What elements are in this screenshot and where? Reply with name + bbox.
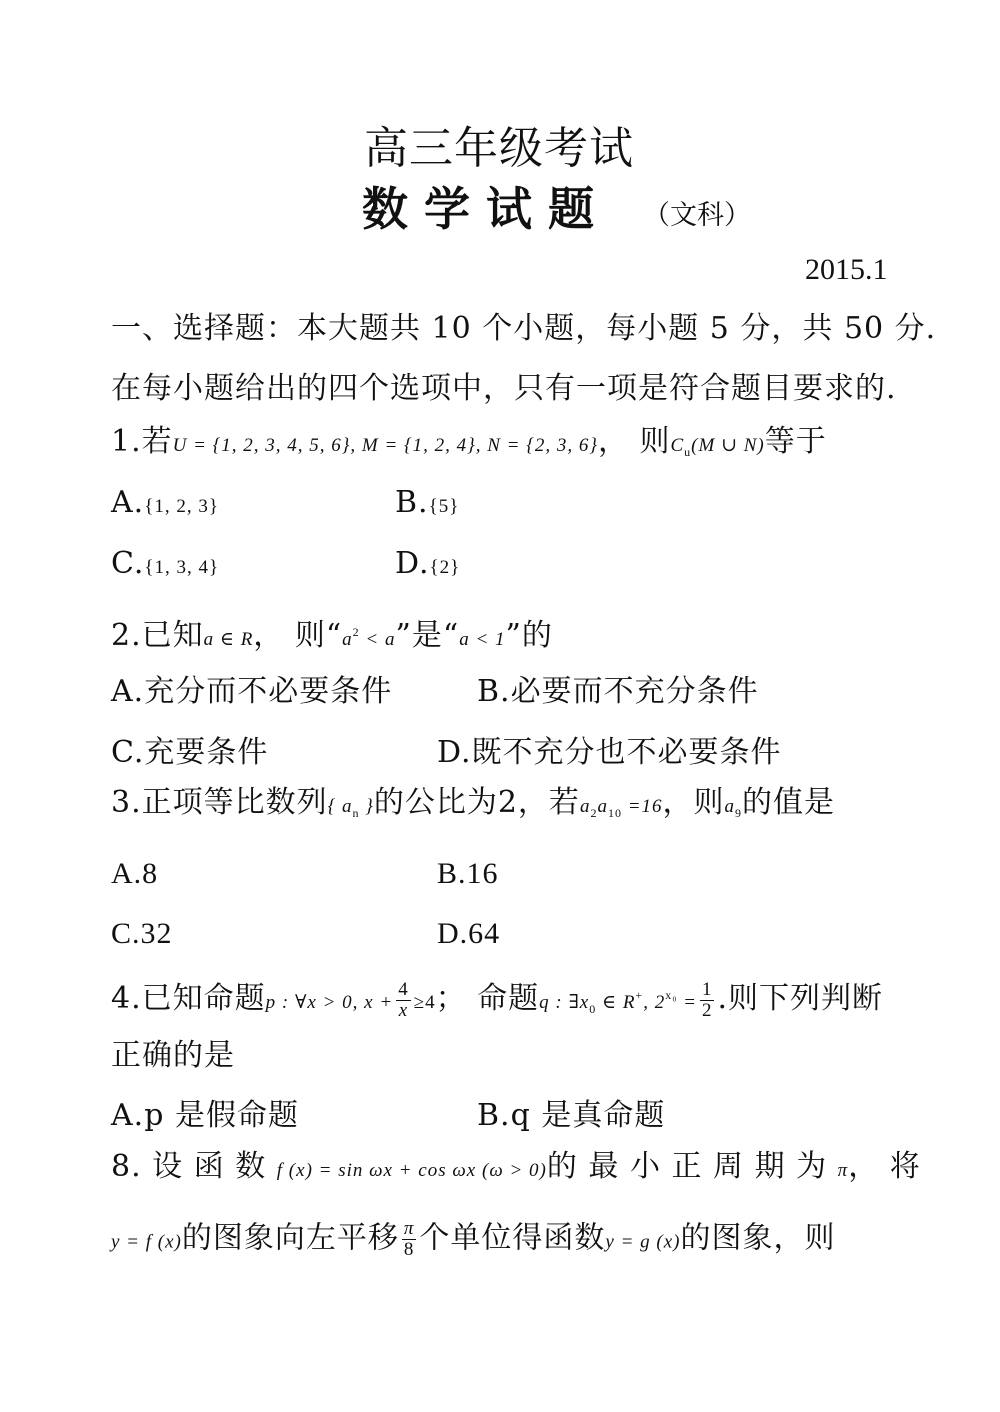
q4-line2: 正确的是	[111, 1038, 235, 1073]
question-8: 8. 设 函 数 f (x) = sin ωx + cos ωx (ω > 0)的 最 小 正 周 期 为 π， 将	[111, 1149, 921, 1184]
q2-option-b[interactable]: B.必要而不充分条件	[477, 674, 759, 709]
exam-title: 数 学 试 题	[362, 182, 595, 236]
q1-union: (M ∪ N)	[691, 435, 765, 456]
q1-suffix: 等于	[764, 424, 827, 459]
q3-option-c[interactable]: C.32	[111, 917, 173, 950]
q1-set-n: , N = {2, 3, 6}	[475, 435, 598, 456]
q1-set-m: , M = {1, 2, 4}	[350, 435, 476, 456]
q1-option-a[interactable]: A.{1, 2, 3}	[111, 485, 219, 520]
q3-option-d[interactable]: D.64	[437, 917, 501, 950]
q8-fraction-pi-over-8: $\frac{\pi}{8}$	[403, 1218, 415, 1260]
q2-option-c[interactable]: C.充要条件	[111, 735, 269, 770]
question-8-line2: y = f (x)的图象向左平移 $\frac{\pi}{8}$ 个单位得函数y = g (x)的图象，则	[111, 1218, 836, 1260]
question-1	[111, 423, 827, 471]
q3-option-b[interactable]: B.16	[437, 857, 499, 890]
q4-option-a[interactable]: A.p 是假命题	[111, 1098, 299, 1133]
q4-fraction-4-over-x: $\frac{4}{x}$	[398, 978, 409, 1021]
q2-option-a[interactable]: A.充分而不必要条件	[111, 674, 393, 709]
exam-subject: （文科）	[643, 200, 751, 231]
q1-complement: $C_u$	[670, 435, 692, 459]
q3-option-a[interactable]: A.8	[111, 857, 159, 890]
q1-option-b[interactable]: B.{5}	[395, 485, 460, 520]
question-2: 2.已知a ∈ R， 则“$a^2 < a$”是“a < 1”的	[111, 618, 553, 653]
q1-mid: ， 则	[597, 424, 671, 459]
section-instructions-line2: 在每小题给出的四个选项中，只有一项是符合题目要求的.	[111, 371, 897, 406]
q1-option-c[interactable]: C.{1, 3, 4}	[111, 546, 220, 581]
q1-set-u: U = {1, 2, 3, 4, 5, 6}	[172, 435, 351, 456]
exam-date: 2015.1	[805, 253, 888, 286]
q1-prefix: 1.若	[111, 424, 173, 459]
question-3: 3.正项等比数列{ $a_n$ }的公比为2，若$a_2a_{10} =16$，则$a_9$的值是	[111, 785, 836, 820]
section-instructions-line1: 一、选择题：本大题共 10 个小题，每小题 5 分，共 50 分.	[111, 311, 937, 346]
q1-option-d[interactable]: D.{2}	[395, 546, 461, 581]
q4-option-b[interactable]: B.q 是真命题	[477, 1098, 666, 1133]
question-4: 4.已知命题p : ∀x > 0, x + $\frac{4}{x}$ ≥4； 命题q : $\exists x_0$ ∈ R+, $2^{x_0}$ = $\frac{1}{2}$ .则下列判断	[111, 978, 884, 1021]
exam-header-line: 高三年级考试	[364, 123, 634, 174]
q4-fraction-1-over-2: $\frac{1}{2}$	[701, 978, 713, 1021]
q2-option-d[interactable]: D.既不充分也不必要条件	[437, 735, 782, 770]
